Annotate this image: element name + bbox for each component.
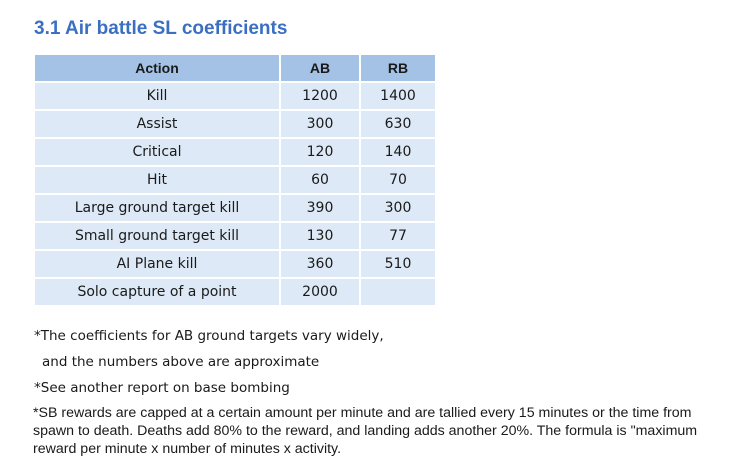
action-cell: Large ground target kill (35, 195, 279, 221)
page-title: 3.1 Air battle SL coefficients (34, 18, 288, 39)
table-row (35, 167, 435, 193)
action-cell: Solo capture of a point (35, 279, 279, 305)
column-header-action: Action (35, 55, 279, 81)
ab-value-cell: 390 (281, 195, 359, 221)
action-cell: Critical (35, 139, 279, 165)
ab-value-cell: 2000 (281, 279, 359, 305)
rb-value-cell: 70 (361, 167, 435, 193)
rb-value-cell: 630 (361, 111, 435, 137)
table-row (35, 111, 435, 137)
ab-value-cell: 300 (281, 111, 359, 137)
rb-value-cell: 1400 (361, 83, 435, 109)
action-cell: Kill (35, 83, 279, 109)
column-header-ab: AB (281, 55, 359, 81)
table-row (35, 195, 435, 221)
ab-value-cell: 1200 (281, 83, 359, 109)
column-header-rb: RB (361, 55, 435, 81)
rb-value-cell: 77 (361, 223, 435, 249)
ground-targets-note: *The coefficients for AB ground targets vary widely, (34, 328, 384, 344)
table-row (35, 83, 435, 109)
sb-rewards-note: *SB rewards are capped at a certain amount per minute and are tallied every 15 minutes or the time from spawn to death. Deaths add 80% to the reward, and landing adds another 20%. The formula is "maximum reward per minute x number of minutes x activity. (33, 405, 698, 457)
ab-value-cell: 120 (281, 139, 359, 165)
table-row (35, 223, 435, 249)
rb-value-cell: 510 (361, 251, 435, 277)
table-row (35, 279, 435, 305)
action-cell: Small ground target kill (35, 223, 279, 249)
table-row (35, 139, 435, 165)
table-row (35, 251, 435, 277)
table-header-row (35, 55, 435, 81)
rb-value-cell: 140 (361, 139, 435, 165)
action-cell: Hit (35, 167, 279, 193)
action-cell: AI Plane kill (35, 251, 279, 277)
ab-value-cell: 360 (281, 251, 359, 277)
rb-value-cell (361, 279, 435, 305)
ground-targets-note-continued: and the numbers above are approximate (42, 354, 320, 370)
rb-value-cell: 300 (361, 195, 435, 221)
ab-value-cell: 130 (281, 223, 359, 249)
ab-value-cell: 60 (281, 167, 359, 193)
action-cell: Assist (35, 111, 279, 137)
base-bombing-note: *See another report on base bombing (34, 380, 290, 396)
sl-coefficients-table (33, 53, 437, 307)
